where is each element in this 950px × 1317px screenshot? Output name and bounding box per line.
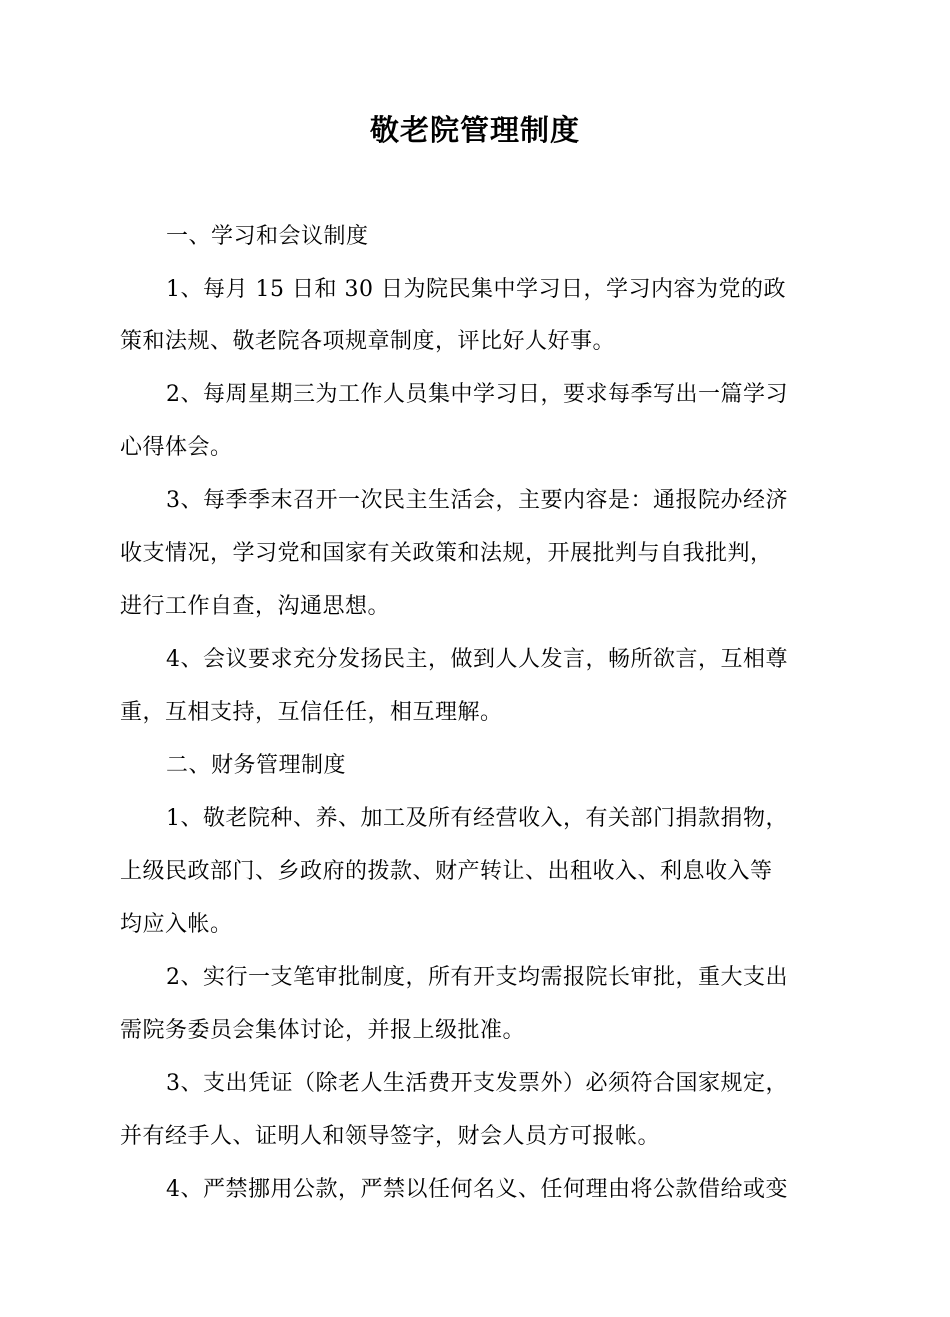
paragraph-line: 1、每月 15 日和 30 日为院民集中学习日，学习内容为党的政	[166, 277, 786, 302]
paragraph-line: 3、支出凭证（除老人生活费开支发票外）必须符合国家规定，	[166, 1071, 788, 1096]
paragraph-line: 并有经手人、证明人和领导签字，财会人员方可报帐。	[120, 1124, 661, 1149]
paragraph-line: 策和法规、敬老院各项规章制度，评比好人好事。	[120, 329, 616, 354]
paragraph-line: 均应入帐。	[120, 912, 233, 937]
paragraph-line: 4、严禁挪用公款，严禁以任何名义、任何理由将公款借给或变	[166, 1177, 788, 1202]
paragraph-line: 心得体会。	[120, 435, 233, 460]
paragraph-line: 2、实行一支笔审批制度，所有开支均需报院长审批，重大支出	[166, 965, 788, 990]
paragraph-line: 需院务委员会集体讨论，并报上级批准。	[120, 1018, 526, 1043]
paragraph-line: 2、每周星期三为工作人员集中学习日，要求每季写出一篇学习	[166, 382, 788, 407]
document-title: 敬老院管理制度	[369, 113, 580, 147]
paragraph-line: 进行工作自查，沟通思想。	[120, 594, 391, 619]
paragraph-line: 上级民政部门、乡政府的拨款、财产转让、出租收入、利息收入等	[120, 859, 773, 884]
paragraph-line: 3、每季季末召开一次民主生活会，主要内容是：通报院办经济	[166, 488, 788, 513]
paragraph-line: 重，互相支持，互信任任，相互理解。	[120, 700, 503, 725]
paragraph-line: 1、敬老院种、养、加工及所有经营收入，有关部门捐款捐物，	[166, 806, 788, 831]
section-heading-study-meeting: 一、学习和会议制度	[166, 224, 369, 249]
paragraph-line: 4、会议要求充分发扬民主，做到人人发言，畅所欲言，互相尊	[166, 647, 788, 672]
paragraph-line: 收支情况，学习党和国家有关政策和法规，开展批判与自我批判，	[120, 541, 773, 566]
section-heading-finance: 二、财务管理制度	[166, 753, 347, 778]
